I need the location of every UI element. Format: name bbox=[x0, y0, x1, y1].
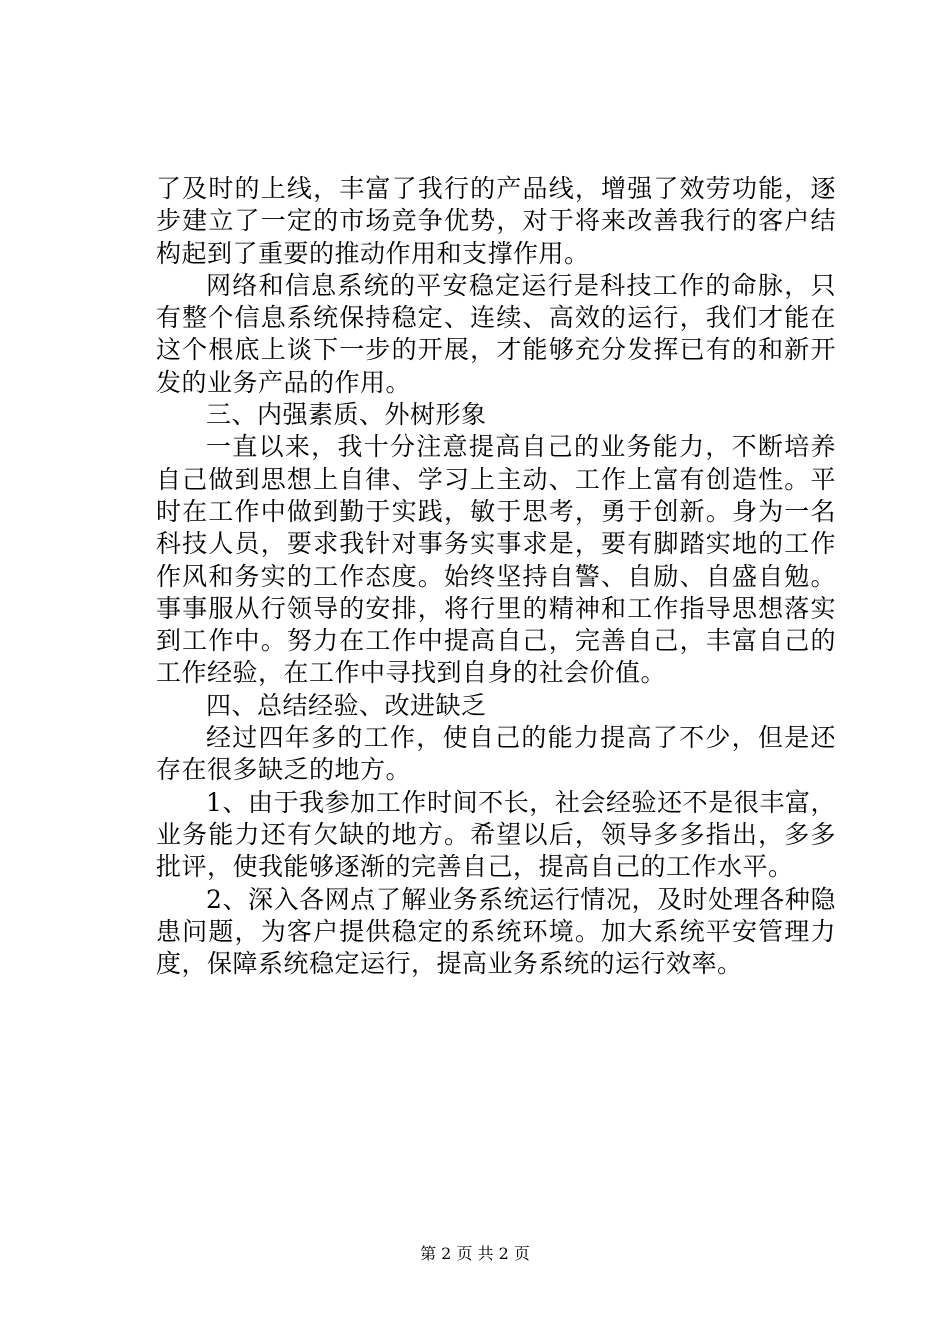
section-heading-4: 四、总结经验、改进缺乏 bbox=[206, 690, 487, 720]
paragraph-continuation: 了及时的上线，丰富了我行的产品线，增强了效劳功能，逐步建立了一定的市场竞争优势，对于将来改善我行的客户结构起到了重要的推动作用和支撑作用。 bbox=[156, 174, 836, 268]
list-item-1: 1、由于我参加工作时间不长，社会经验还不是很丰富，业务能力还有欠缺的地方。希望以后，领导多多指出，多多批评，使我能够逐渐的完善自己，提高自己的工作水平。 bbox=[156, 787, 836, 882]
page-number-footer: 第 2 页 共 2 页 bbox=[420, 1244, 530, 1263]
paragraph-self-improvement: 一直以来，我十分注意提高自己的业务能力，不断培养自己做到思想上自律、学习上主动、工作上富有创造性。平时在工作中做到勤于实践，敏于思考，勇于创新。身为一名科技人员，要求我针对事务实事求是，要有脚踏实地的工作作风和务实的工作态度。始终坚持自警、自励、自盛自勉。事事服从行领导的安排，将行里的精神和工作指导思想落实到工作中。努力在工作中提高自己，完善自己，丰富自己的工作经验，在工作中寻找到自身的社会价值。 bbox=[156, 432, 836, 688]
document-body bbox=[156, 173, 836, 980]
section-heading-3: 三、内强素质、外树形象 bbox=[206, 400, 487, 430]
list-item-2: 2、深入各网点了解业务系统运行情况，及时处理各种隐患问题，为客户提供稳定的系统环境。加大系统平安管理力度，保障系统稳定运行，提高业务系统的运行效率。 bbox=[156, 884, 836, 979]
paragraph-network-stability: 网络和信息系统的平安稳定运行是科技工作的命脉，只有整个信息系统保持稳定、连续、高效的运行，我们才能在这个根底上谈下一步的开展，才能够充分发挥已有的和新开发的业务产品的作用。 bbox=[156, 270, 836, 397]
paragraph-shortcomings: 经过四年多的工作，使自己的能力提高了不少，但是还存在很多缺乏的地方。 bbox=[156, 723, 836, 785]
